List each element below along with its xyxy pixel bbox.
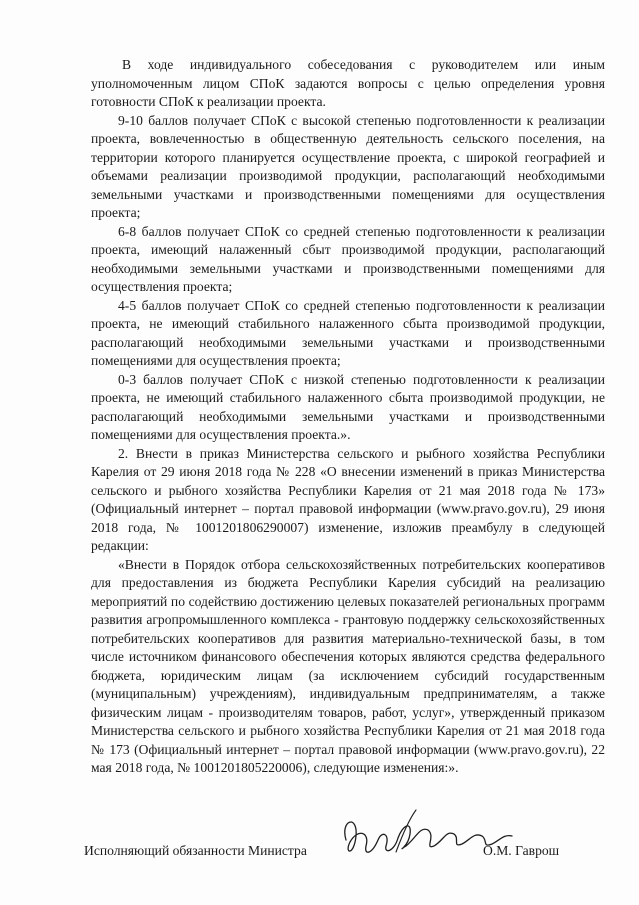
paragraph-preamble-quote: «Внести в Порядок отбора сельскохозяйственных потребительских кооперативов для предоставления из бюджета Республики Карелия субсидий на реализацию мероприятий по содействию достижению целевых показателей региональных программ развития агропромышленного комплекса - грантовую поддержку сельскохозяйственных потребительских кооперативов для развития материально-технической базы, в том числе источником финансового обеспечения которых являются средства федерального бюджета, юридическим лицам (за исключением субсидий государственным (муниципальным) учреждениям), индивидуальным предпринимателям, а также физическим лицам - производителям товаров, работ, услуг», утвержденный приказом Министерства сельского и рыбного хозяйства Республики Карелия от 21 мая 2018 года № 173 (Официальный интернет – портал правовой информации (www.pravo.gov.ru), 22 мая 2018 года, № 1001201805220006), следующие изменения:».	[91, 556, 605, 775]
paragraph-score-6-8: 6-8 баллов получает СПоК со средней степенью подготовленности к реализации проекта, имеющий налаженный сбыт производимой продукции, располагающий необходимыми земельными участками и производственными помещениями для осуществления проекта;	[91, 223, 605, 294]
paragraph-item-2: 2. Внести в приказ Министерства сельского и рыбного хозяйства Республики Карелия от 29 июня 2018 года № 228 «О внесении изменений в приказ Министерства сельского и рыбного хозяйства Республики Карелия от 21 мая 2018 года № 173» (Официальный интернет – портал правовой информации (www.pravo.gov.ru), 29 июня 2018 года, № 1001201806290007) изменение, изложив преамбулу в следующей редакции:	[91, 445, 605, 553]
paragraph-score-4-5: 4-5 баллов получает СПоК со средней степенью подготовленности к реализации проекта, не имеющий стабильного налаженного сбыта производимой продукции, располагающий необходимыми земельными участками и производственными помещениями для осуществления проекта;	[91, 297, 605, 368]
paragraph-score-0-3: 0-3 баллов получает СПоК с низкой степенью подготовленности к реализации проекта, не имеющий стабильного налаженного сбыта производимой продукции, не располагающий необходимыми земельными участками и производственными помещениями для осуществления проекта.».	[91, 371, 605, 442]
document-body	[91, 56, 605, 778]
signatory-position: Исполняющий обязанности Министра	[84, 843, 307, 858]
paragraph-score-9-10: 9-10 баллов получает СПоК с высокой степенью подготовленности к реализации проекта, вовлеченностью в общественную деятельность сельского поселения, на территории которого планируется осуществление проекта, с широкой географией и объемами реализации производимой продукции, располагающий необходимыми земельными участками и производственными помещениями для осуществления проекта;	[91, 112, 605, 220]
signatory-name: О.М. Гаврош	[483, 843, 560, 858]
paragraph-interview: В ходе индивидуального собеседования с руководителем или иным уполномоченным лицом СПоК задаются вопросы с целью определения уровня готовности СПоК к реализации проекта.	[91, 57, 605, 109]
